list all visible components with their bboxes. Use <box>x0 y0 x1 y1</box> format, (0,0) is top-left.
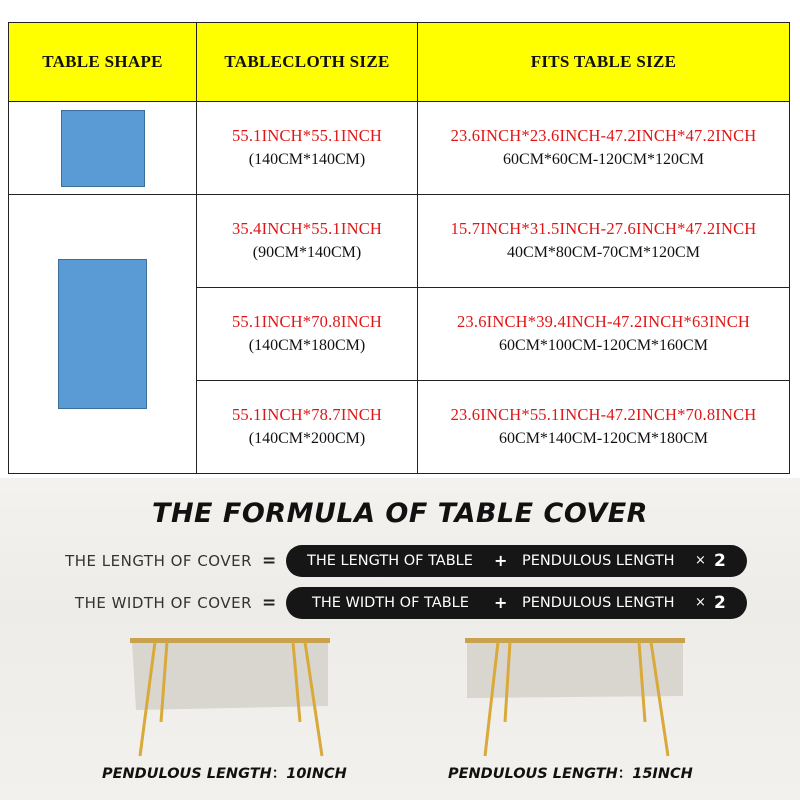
table-illustration-right <box>465 638 695 760</box>
header-fits-table-size: FITS TABLE SIZE <box>418 23 790 102</box>
table-row <box>9 102 790 195</box>
plus-sign: + <box>494 551 508 570</box>
plus-sign: + <box>494 593 508 612</box>
cloth-size-cm: (140CM*180CM) <box>248 337 366 354</box>
fits-size-cell <box>418 195 790 288</box>
formula-term: THE LENGTH OF TABLE <box>307 553 473 569</box>
equals-sign: = <box>262 593 277 613</box>
table-row <box>9 195 790 288</box>
fits-size-cell <box>418 381 790 474</box>
times-sign: × <box>695 553 706 568</box>
caption-right <box>448 762 693 783</box>
formula-pendulous: PENDULOUS LENGTH <box>522 595 675 611</box>
caption-left <box>102 762 347 783</box>
tablecloth-shape <box>467 641 683 698</box>
formula-row-length <box>0 545 800 577</box>
formula-term: THE WIDTH OF TABLE <box>312 595 469 611</box>
fits-size-inch: 15.7INCH*31.5INCH-27.6INCH*47.2INCH <box>450 219 757 238</box>
caption-label: PENDULOUS LENGTH <box>448 766 618 782</box>
fits-size-inch: 23.6INCH*39.4INCH-47.2INCH*63INCH <box>456 312 751 331</box>
cloth-size-inch: 55.1INCH*70.8INCH <box>231 312 383 331</box>
cloth-size-cm: (140CM*200CM) <box>248 430 366 447</box>
equals-sign: = <box>262 551 277 571</box>
caption-value: 15INCH <box>632 766 693 782</box>
caption-separator: ： <box>617 766 633 782</box>
formula-label: THE LENGTH OF COVER <box>65 552 252 570</box>
caption-separator: ： <box>271 766 287 782</box>
header-table-shape: TABLE SHAPE <box>9 23 197 102</box>
shape-cell-rectangle <box>9 195 197 474</box>
cloth-size-inch: 35.4INCH*55.1INCH <box>231 219 383 238</box>
size-table <box>8 22 790 474</box>
cloth-size-cell <box>197 102 418 195</box>
formula-pill <box>286 587 747 619</box>
fits-size-cell <box>418 102 790 195</box>
cloth-size-inch: 55.1INCH*78.7INCH <box>231 405 383 424</box>
formula-pill <box>286 545 747 577</box>
cloth-size-cell <box>197 288 418 381</box>
square-shape-icon <box>61 110 145 187</box>
factor-number: 2 <box>714 593 726 613</box>
header-tablecloth-size: TABLECLOTH SIZE <box>197 23 418 102</box>
formula-title: THE FORMULA OF TABLE COVER <box>152 498 648 529</box>
formula-row-width <box>0 587 800 619</box>
formula-pendulous: PENDULOUS LENGTH <box>522 553 675 569</box>
factor-number: 2 <box>714 551 726 571</box>
cloth-size-cell <box>197 195 418 288</box>
fits-size-inch: 23.6INCH*23.6INCH-47.2INCH*47.2INCH <box>450 126 757 145</box>
fits-size-cm: 40CM*80CM-70CM*120CM <box>507 244 700 261</box>
formula-label: THE WIDTH OF COVER <box>74 594 252 612</box>
tabletop-edge <box>130 638 330 643</box>
table-header-row <box>9 23 790 102</box>
fits-size-cm: 60CM*100CM-120CM*160CM <box>499 337 708 354</box>
rectangle-shape-icon <box>58 259 147 409</box>
formula-section <box>0 478 800 800</box>
cloth-size-cm: (90CM*140CM) <box>252 244 362 261</box>
caption-label: PENDULOUS LENGTH <box>102 766 272 782</box>
cloth-size-cell <box>197 381 418 474</box>
cloth-size-inch: 55.1INCH*55.1INCH <box>231 126 383 145</box>
cloth-size-cm: (140CM*140CM) <box>248 151 366 168</box>
fits-size-cell <box>418 288 790 381</box>
fits-size-cm: 60CM*140CM-120CM*180CM <box>499 430 708 447</box>
times-sign: × <box>695 595 706 610</box>
fits-size-inch: 23.6INCH*55.1INCH-47.2INCH*70.8INCH <box>450 405 757 424</box>
shape-cell-square <box>9 102 197 195</box>
table-illustration-left <box>130 638 350 760</box>
fits-size-cm: 60CM*60CM-120CM*120CM <box>503 151 704 168</box>
caption-value: 10INCH <box>286 766 347 782</box>
